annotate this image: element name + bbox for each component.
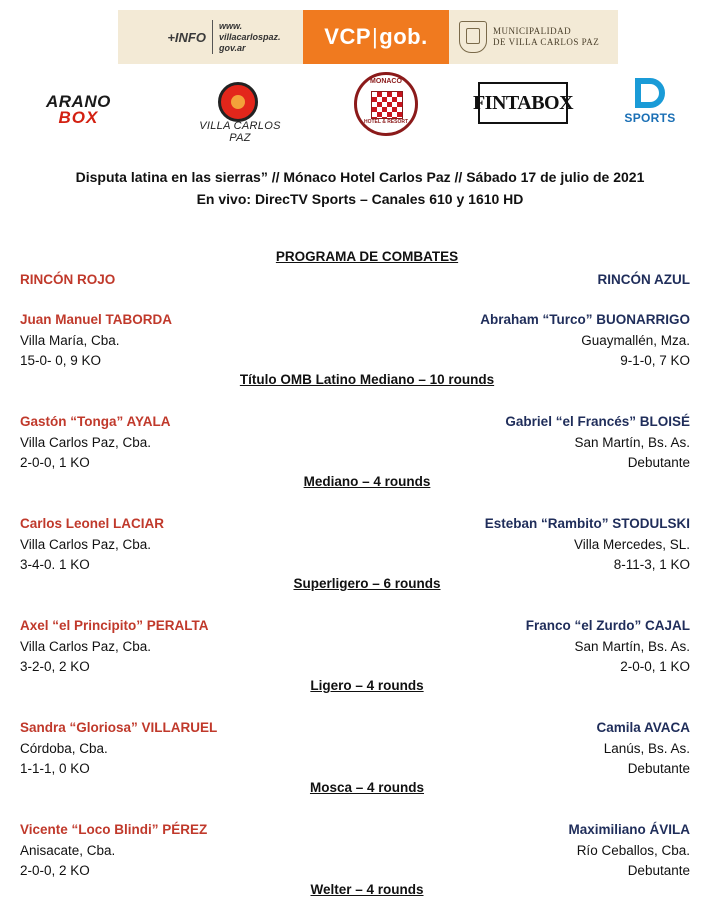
fighter-record: Debutante: [627, 761, 690, 776]
fighter-name: Juan Manuel TABORDA: [20, 312, 173, 327]
fintabox-logo: FINTABOX: [478, 82, 568, 124]
website-link[interactable]: [213, 21, 303, 54]
fighter-name: Carlos Leonel LACIAR: [20, 516, 165, 531]
blue-fighter: [480, 310, 690, 372]
sports-text: SPORTS: [624, 111, 676, 125]
fighter-origin: Guaymallén, Mza.: [581, 332, 690, 348]
top-banner: [118, 10, 618, 64]
fighter-record: Debutante: [627, 455, 690, 470]
municipality-line-1: MUNICIPALIDAD: [493, 26, 572, 36]
bout-3: [0, 514, 720, 604]
fighter-origin: Villa María, Cba.: [20, 332, 120, 348]
blue-fighter: [526, 616, 690, 678]
fighter-record: Debutante: [627, 863, 690, 878]
event-info: [0, 166, 720, 210]
municipality-line-2: DE VILLA CARLOS PAZ: [493, 37, 600, 47]
fighter-origin: Villa Carlos Paz, Cba.: [20, 434, 152, 450]
info-label: +INFO: [167, 29, 206, 45]
event-line-1: Disputa latina en las sierras” // Mónaco Hotel Carlos Paz // Sábado 17 de julio de 2021: [75, 169, 645, 185]
municipal-seal-icon: [459, 21, 487, 53]
fighter-record: 9-1-0, 7 KO: [620, 353, 690, 368]
bout-2: [0, 412, 720, 502]
monaco-subtext: HOTEL & RESORT: [363, 119, 409, 125]
fighter-name: Vicente “Loco Blindi” PÉREZ: [20, 822, 208, 837]
checkered-shield-icon: [371, 91, 403, 119]
villa-circle-icon: [218, 82, 258, 122]
blue-corner-label: RINCÓN AZUL: [597, 272, 690, 287]
blue-fighter: [505, 412, 690, 474]
fighter-name: Camila AVACA: [596, 720, 690, 735]
fighter-name: Sandra “Gloriosa” VILLARUEL: [20, 720, 218, 735]
vcp-text: VCP: [324, 24, 372, 49]
fighter-record: 1-1-1, 0 KO: [20, 761, 90, 776]
event-line-2: En vivo: DirecTV Sports – Canales 610 y 1610 HD: [196, 191, 524, 207]
fighter-record: 2-0-0, 1 KO: [20, 455, 90, 470]
fighter-origin: Villa Mercedes, SL.: [573, 536, 690, 552]
sponsor-logos: [0, 72, 720, 142]
bout-1: [0, 310, 720, 400]
fighter-name: Franco “el Zurdo” CAJAL: [525, 618, 690, 633]
vcp-separator: |: [372, 24, 379, 49]
directv-d-icon: [635, 78, 665, 108]
bout-6: [0, 820, 720, 910]
monaco-hotel-logo: [354, 72, 418, 136]
blue-fighter: [485, 514, 690, 576]
fighter-name: Esteban “Rambito” STODULSKI: [484, 516, 690, 531]
fighter-origin: Anisacate, Cba.: [20, 842, 116, 858]
villa-carlos-paz-logo: [190, 76, 290, 144]
blue-fighter: [596, 718, 690, 780]
red-fighter: [20, 820, 207, 882]
arano-box-logo: [46, 94, 111, 126]
fighter-origin: San Martín, Bs. As.: [574, 638, 690, 654]
bout-title: Ligero – 4 rounds: [310, 678, 424, 693]
bout-5: [0, 718, 720, 808]
fighter-name: Maximiliano ÁVILA: [568, 822, 690, 837]
site-line-2: villacarlospaz.: [219, 31, 281, 42]
arano-text: ARANO: [46, 92, 111, 111]
municipality-logo: [449, 21, 599, 53]
villa-label: VILLA CARLOS PAZ: [199, 120, 281, 144]
bout-title: Mosca – 4 rounds: [309, 780, 425, 795]
bout-title: Título OMB Latino Mediano – 10 rounds: [239, 372, 495, 387]
box-text: BOX: [58, 108, 99, 127]
blue-fighter: [568, 820, 690, 882]
site-line-3: gov.ar: [219, 42, 246, 53]
fighter-origin: Lanús, Bs. As.: [603, 740, 690, 756]
red-fighter: [20, 310, 172, 372]
program-heading: PROGRAMA DE COMBATES: [275, 249, 459, 264]
site-line-1: www.: [219, 20, 243, 31]
bout-4: [0, 616, 720, 706]
directv-sports-logo: [620, 78, 680, 125]
bout-title: Superligero – 6 rounds: [293, 576, 441, 591]
fighter-name: Abraham “Turco” BUONARRIGO: [480, 312, 690, 327]
fighter-name: Axel “el Principito” PERALTA: [20, 618, 209, 633]
fighter-record: 8-11-3, 1 KO: [613, 557, 690, 572]
monaco-text: MONACO: [370, 78, 402, 85]
red-fighter: [20, 616, 209, 678]
gob-text: gob.: [379, 24, 428, 49]
fighter-name: Gabriel “el Francés” BLOISÉ: [505, 414, 690, 429]
fighter-record: 2-0-0, 2 KO: [20, 863, 90, 878]
fighter-origin: Córdoba, Cba.: [20, 740, 108, 756]
fighter-origin: Villa Carlos Paz, Cba.: [20, 536, 152, 552]
fighter-origin: Villa Carlos Paz, Cba.: [20, 638, 152, 654]
red-fighter: [20, 514, 164, 576]
red-corner-label: RINCÓN ROJO: [20, 272, 116, 287]
red-fighter: [20, 718, 217, 780]
fighter-origin: Río Ceballos, Cba.: [576, 842, 690, 858]
red-fighter: [20, 412, 171, 474]
fighter-record: 3-4-0. 1 KO: [20, 557, 90, 572]
fighter-record: 3-2-0, 2 KO: [20, 659, 90, 674]
fighter-origin: San Martín, Bs. As.: [574, 434, 690, 450]
vcp-gob-logo: [303, 10, 449, 64]
bout-title: Welter – 4 rounds: [310, 882, 424, 897]
fighter-record: 2-0-0, 1 KO: [620, 659, 690, 674]
fighter-record: 15-0- 0, 9 KO: [20, 353, 102, 368]
fighter-name: Gastón “Tonga” AYALA: [20, 414, 171, 429]
bout-title: Mediano – 4 rounds: [303, 474, 431, 489]
